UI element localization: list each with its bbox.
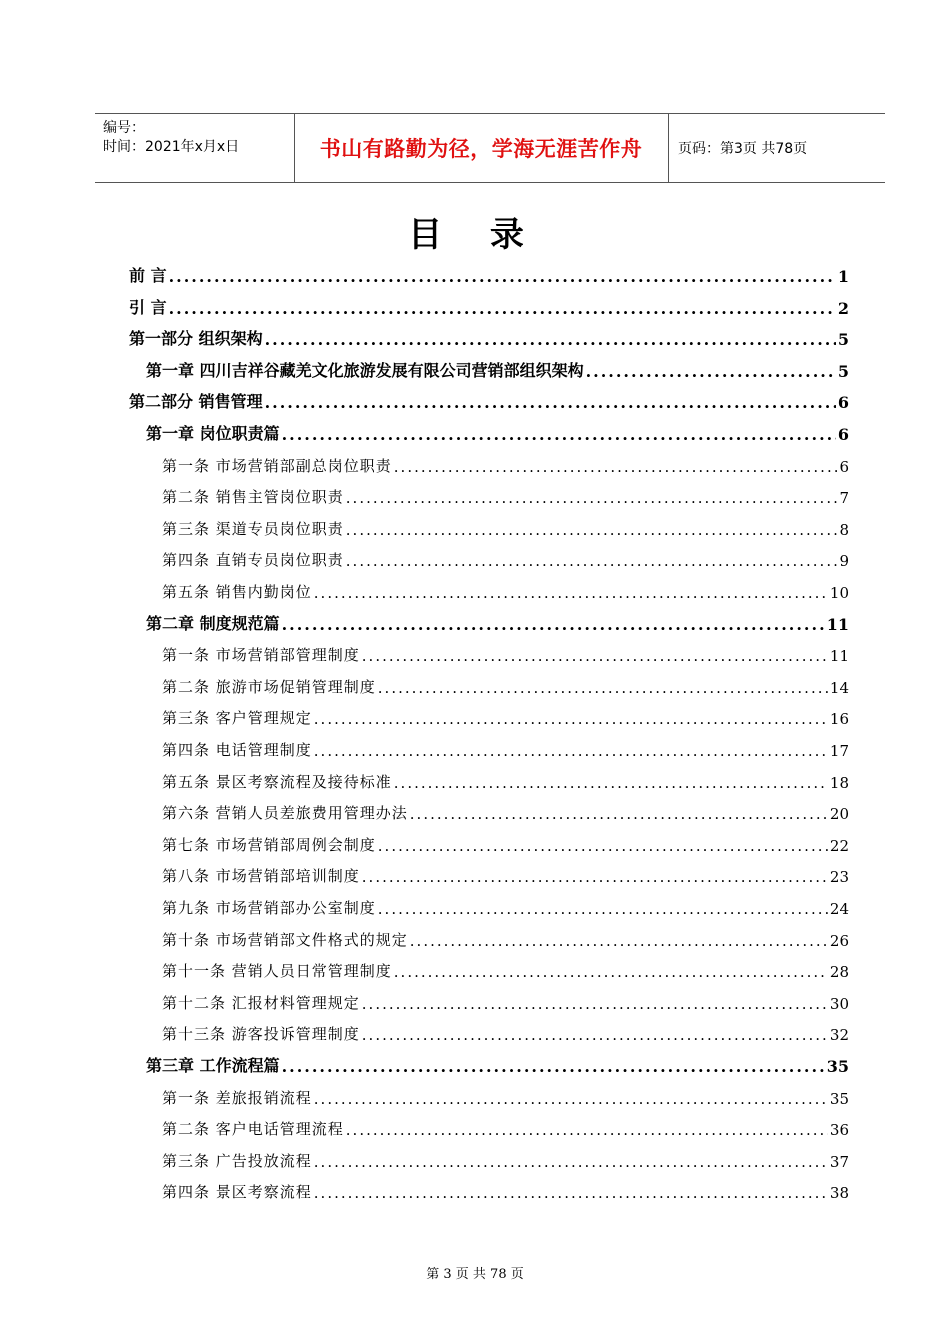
toc-entry-page-number: 26 bbox=[829, 932, 849, 950]
toc-entry-page-number: 7 bbox=[839, 489, 849, 507]
toc-entry-page-number: 32 bbox=[829, 1026, 849, 1044]
toc-dot-leader bbox=[314, 742, 828, 760]
toc-entry-label: 第一条 差旅报销流程 bbox=[162, 1089, 312, 1107]
toc-entry[interactable] bbox=[162, 957, 849, 981]
toc-entry[interactable] bbox=[162, 515, 849, 539]
toc-entry-page-number: 35 bbox=[829, 1090, 849, 1108]
toc-entry-label: 第二条 销售主管岗位职责 bbox=[162, 488, 344, 506]
toc-dot-leader bbox=[314, 1153, 828, 1171]
toc-entry-page-number: 16 bbox=[829, 710, 849, 728]
toc-dot-leader bbox=[362, 995, 828, 1013]
toc-entry-page-number: 30 bbox=[829, 995, 849, 1013]
toc-entry-label: 第十一条 营销人员日常管理制度 bbox=[162, 962, 392, 980]
toc-entry[interactable] bbox=[162, 799, 849, 823]
toc-entry-page-number: 18 bbox=[829, 774, 849, 792]
toc-dot-leader bbox=[314, 1184, 828, 1202]
toc-entry[interactable] bbox=[162, 1147, 849, 1171]
toc-entry[interactable] bbox=[146, 1052, 849, 1076]
toc-entry-label: 第二部分 销售管理 bbox=[129, 392, 263, 411]
toc-dot-leader bbox=[282, 425, 836, 444]
toc-entry[interactable] bbox=[146, 357, 849, 381]
toc-dot-leader bbox=[346, 489, 838, 507]
toc-entry-page-number: 37 bbox=[829, 1153, 849, 1171]
toc-entry-label: 第十二条 汇报材料管理规定 bbox=[162, 994, 360, 1012]
toc-entry-label: 第一章 岗位职责篇 bbox=[146, 424, 280, 443]
toc-entry[interactable] bbox=[162, 862, 849, 886]
page-header bbox=[95, 113, 885, 183]
toc-entry[interactable] bbox=[162, 483, 849, 507]
page-footer: 第 3 页 共 78 页 bbox=[426, 1267, 524, 1282]
toc-entry-page-number: 10 bbox=[829, 584, 849, 602]
toc-entry-label: 第三条 客户管理规定 bbox=[162, 709, 312, 727]
toc-entry[interactable] bbox=[162, 1178, 849, 1202]
toc-entry[interactable] bbox=[162, 926, 849, 950]
toc-entry-page-number: 14 bbox=[829, 679, 849, 697]
toc-entry-page-number: 38 bbox=[829, 1184, 849, 1202]
toc-entry-label: 第九条 市场营销部办公室制度 bbox=[162, 899, 376, 917]
toc-entry[interactable] bbox=[162, 673, 849, 697]
toc-entry[interactable] bbox=[162, 1020, 849, 1044]
toc-entry-label: 第二章 制度规范篇 bbox=[146, 614, 280, 633]
toc-entry-page-number: 28 bbox=[829, 963, 849, 981]
toc-entry[interactable] bbox=[162, 641, 849, 665]
toc-entry-label: 前 言 bbox=[129, 266, 167, 285]
toc-entry-page-number: 6 bbox=[839, 458, 849, 476]
toc-entry-page-number: 5 bbox=[837, 362, 849, 381]
toc-dot-leader bbox=[346, 552, 838, 570]
toc-entry-page-number: 20 bbox=[829, 805, 849, 823]
toc-dot-leader bbox=[346, 521, 838, 539]
toc-entry[interactable] bbox=[162, 546, 849, 570]
toc-dot-leader bbox=[265, 393, 836, 412]
toc-entry-label: 第一条 市场营销部管理制度 bbox=[162, 646, 360, 664]
toc-entry-label: 第四条 景区考察流程 bbox=[162, 1183, 312, 1201]
toc-dot-leader bbox=[586, 362, 836, 381]
header-motto: 书山有路勤为径，学海无涯苦作舟 bbox=[319, 137, 643, 161]
header-motto-cell bbox=[294, 114, 669, 182]
toc-entry-label: 第一章 四川吉祥谷藏羌文化旅游发展有限公司营销部组织架构 bbox=[146, 361, 584, 380]
toc-entry-page-number: 22 bbox=[829, 837, 849, 855]
toc-entry-label: 第五条 景区考察流程及接待标准 bbox=[162, 773, 392, 791]
header-meta-cell bbox=[95, 114, 295, 182]
toc-entry[interactable] bbox=[146, 420, 849, 444]
toc-entry-page-number: 5 bbox=[837, 330, 849, 349]
header-number-label: 编号： bbox=[103, 120, 145, 136]
toc-entry-page-number: 11 bbox=[826, 615, 849, 634]
toc-dot-leader bbox=[362, 647, 828, 665]
toc-entry[interactable] bbox=[129, 262, 849, 286]
toc-entry[interactable] bbox=[129, 325, 849, 349]
toc-entry-page-number: 2 bbox=[837, 299, 849, 318]
toc-entry-page-number: 36 bbox=[829, 1121, 849, 1139]
toc-dot-leader bbox=[378, 679, 828, 697]
toc-entry[interactable] bbox=[162, 704, 849, 728]
toc-entry-label: 第三条 渠道专员岗位职责 bbox=[162, 520, 344, 538]
toc-entry-label: 第二条 客户电话管理流程 bbox=[162, 1120, 344, 1138]
toc-entry[interactable] bbox=[129, 388, 849, 412]
toc-entry[interactable] bbox=[129, 294, 849, 318]
toc-entry-label: 第五条 销售内勤岗位 bbox=[162, 583, 312, 601]
toc-entry-label: 第十条 市场营销部文件格式的规定 bbox=[162, 931, 408, 949]
toc-dot-leader bbox=[410, 805, 828, 823]
toc-entry-page-number: 11 bbox=[829, 647, 849, 665]
toc-dot-leader bbox=[314, 1090, 828, 1108]
toc-entry-page-number: 24 bbox=[829, 900, 849, 918]
toc-entry[interactable] bbox=[162, 578, 849, 602]
toc-entry[interactable] bbox=[162, 452, 849, 476]
toc-entry-page-number: 35 bbox=[826, 1057, 849, 1076]
toc-dot-leader bbox=[394, 774, 828, 792]
toc-dot-leader bbox=[282, 615, 825, 634]
toc-entry-page-number: 9 bbox=[839, 552, 849, 570]
toc-dot-leader bbox=[362, 1026, 828, 1044]
toc-dot-leader bbox=[410, 932, 828, 950]
toc-entry[interactable] bbox=[162, 894, 849, 918]
toc-entry-label: 第三章 工作流程篇 bbox=[146, 1056, 280, 1075]
toc-dot-leader bbox=[265, 330, 836, 349]
toc-entry-label: 第四条 电话管理制度 bbox=[162, 741, 312, 759]
toc-entry[interactable] bbox=[162, 1115, 849, 1139]
toc-dot-leader bbox=[378, 900, 828, 918]
toc-entry-page-number: 6 bbox=[837, 393, 849, 412]
toc-dot-leader bbox=[282, 1057, 825, 1076]
toc-dot-leader bbox=[169, 299, 836, 318]
header-page-info: 页码：第3页 共78页 bbox=[678, 141, 808, 157]
toc-entry[interactable] bbox=[162, 1084, 849, 1108]
toc-dot-leader bbox=[346, 1121, 828, 1139]
toc-entry-label: 第一部分 组织架构 bbox=[129, 329, 263, 348]
toc-dot-leader bbox=[314, 584, 828, 602]
toc-entry[interactable] bbox=[162, 831, 849, 855]
toc-entry-page-number: 23 bbox=[829, 868, 849, 886]
toc-entry-label: 第十三条 游客投诉管理制度 bbox=[162, 1025, 360, 1043]
toc-entry[interactable] bbox=[146, 610, 849, 634]
toc-dot-leader bbox=[362, 868, 828, 886]
toc-dot-leader bbox=[169, 267, 836, 286]
toc-title: 目 录 bbox=[408, 215, 542, 255]
toc-dot-leader bbox=[394, 963, 828, 981]
header-page-cell bbox=[668, 114, 885, 182]
toc-entry-label: 引 言 bbox=[129, 298, 167, 317]
toc-entry-label: 第八条 市场营销部培训制度 bbox=[162, 867, 360, 885]
toc-dot-leader bbox=[314, 710, 828, 728]
header-time-label: 时间：2021年x月x日 bbox=[103, 139, 240, 155]
toc-entry-label: 第三条 广告投放流程 bbox=[162, 1152, 312, 1170]
toc-entry-label: 第四条 直销专员岗位职责 bbox=[162, 551, 344, 569]
toc-entry-label: 第二条 旅游市场促销管理制度 bbox=[162, 678, 376, 696]
toc-entry-page-number: 1 bbox=[837, 267, 849, 286]
toc-entry[interactable] bbox=[162, 768, 849, 792]
toc-entry-label: 第一条 市场营销部副总岗位职责 bbox=[162, 457, 392, 475]
toc-entry-label: 第六条 营销人员差旅费用管理办法 bbox=[162, 804, 408, 822]
toc-entry-page-number: 8 bbox=[839, 521, 849, 539]
toc-entry[interactable] bbox=[162, 989, 849, 1013]
toc-entry-page-number: 6 bbox=[837, 425, 849, 444]
toc-entry-label: 第七条 市场营销部周例会制度 bbox=[162, 836, 376, 854]
toc-dot-leader bbox=[378, 837, 828, 855]
toc-dot-leader bbox=[394, 458, 838, 476]
toc-entry[interactable] bbox=[162, 736, 849, 760]
toc-entry-page-number: 17 bbox=[829, 742, 849, 760]
